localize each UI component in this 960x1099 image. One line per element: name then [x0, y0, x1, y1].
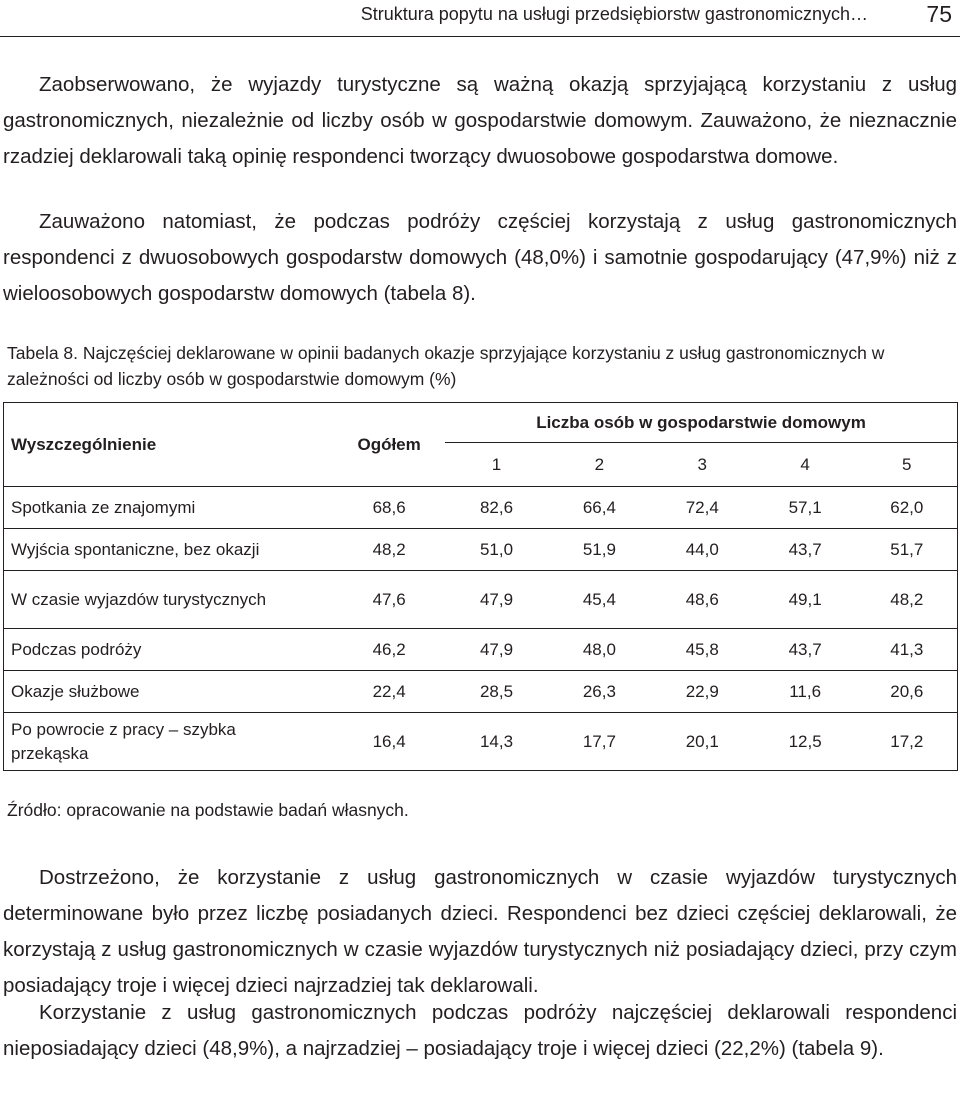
cell-size-5: 51,7: [857, 529, 958, 571]
cell-size-4: 57,1: [754, 487, 857, 529]
cell-size-4: 11,6: [754, 671, 857, 713]
header-size-4: 4: [754, 443, 857, 487]
row-label: Okazje służbowe: [4, 671, 334, 713]
cell-size-2: 17,7: [548, 713, 651, 771]
cell-size-3: 22,9: [651, 671, 754, 713]
table-row: [4, 487, 958, 529]
header-item: Wyszczególnienie: [4, 403, 334, 487]
cell-size-1: 14,3: [445, 713, 548, 771]
cell-size-3: 20,1: [651, 713, 754, 771]
header-size-2: 2: [548, 443, 651, 487]
cell-total: 22,4: [333, 671, 445, 713]
cell-size-2: 66,4: [548, 487, 651, 529]
cell-total: 68,6: [333, 487, 445, 529]
cell-size-1: 51,0: [445, 529, 548, 571]
cell-size-5: 48,2: [857, 571, 958, 629]
header-size-1: 1: [445, 443, 548, 487]
header-size-3: 3: [651, 443, 754, 487]
table-caption: Tabela 8. Najczęściej deklarowane w opinii badanych okazje sprzyjające korzystaniu z usług gastronomicznych w zależności od liczby osób w gospodarstwie domowym (%): [7, 343, 885, 389]
cell-size-2: 48,0: [548, 629, 651, 671]
page-number: 75: [926, 1, 952, 27]
paragraph-4: Korzystanie z usług gastronomicznych podczas podróży najczęściej deklarowali respondenci nieposiadający dzieci (48,9%), a najrzadziej – posiadający troje i więcej dzieci (22,2%) (tabela 9).: [3, 1001, 957, 1060]
cell-size-1: 47,9: [445, 571, 548, 629]
cell-total: 47,6: [333, 571, 445, 629]
running-title: Struktura popytu na usługi przedsiębiorstw gastronomicznych…: [360, 4, 868, 24]
cell-size-5: 41,3: [857, 629, 958, 671]
cell-size-4: 43,7: [754, 529, 857, 571]
header-total: Ogółem: [333, 403, 445, 487]
cell-total: 46,2: [333, 629, 445, 671]
cell-size-4: 43,7: [754, 629, 857, 671]
data-table: [3, 402, 958, 771]
cell-size-1: 82,6: [445, 487, 548, 529]
table-source: Źródło: opracowanie na podstawie badań własnych.: [7, 800, 409, 820]
table-row: [4, 629, 958, 671]
cell-size-2: 45,4: [548, 571, 651, 629]
header-size-5: 5: [857, 443, 958, 487]
cell-size-3: 48,6: [651, 571, 754, 629]
cell-size-5: 17,2: [857, 713, 958, 771]
row-label: Spotkania ze znajomymi: [4, 487, 334, 529]
header-household-size: Liczba osób w gospodarstwie domowym: [445, 403, 957, 443]
cell-size-2: 26,3: [548, 671, 651, 713]
cell-size-5: 20,6: [857, 671, 958, 713]
row-label: Wyjścia spontaniczne, bez okazji: [4, 529, 334, 571]
cell-size-4: 49,1: [754, 571, 857, 629]
table-row: [4, 529, 958, 571]
paragraph-2: Zauważono natomiast, że podczas podróży częściej korzystają z usług gastronomicznych respondenci z dwuosobowych gospodarstw domowych (48,0%) i samotnie gospodarujący (47,9%) niż z wieloosobowych gospodarstw domowych (tabela 8).: [3, 210, 957, 305]
cell-total: 16,4: [333, 713, 445, 771]
page-header: [0, 0, 960, 37]
paragraph-3: Dostrzeżono, że korzystanie z usług gastronomicznych w czasie wyjazdów turystycznych determinowane było przez liczbę posiadanych dzieci. Respondenci bez dzieci częściej deklarowali, że korzystają z usług gastronomicznych w czasie wyjazdów turystycznych niż posiadający dzieci, przy czym posiadający troje i więcej dzieci najrzadziej tak deklarowali.: [3, 866, 957, 997]
cell-size-1: 28,5: [445, 671, 548, 713]
cell-size-4: 12,5: [754, 713, 857, 771]
row-label: Po powrocie z pracy – szybka przekąska: [4, 713, 334, 771]
table-row: [4, 713, 958, 771]
cell-size-1: 47,9: [445, 629, 548, 671]
row-label: W czasie wyjazdów turystycznych: [4, 571, 334, 629]
cell-size-3: 45,8: [651, 629, 754, 671]
cell-total: 48,2: [333, 529, 445, 571]
row-label: Podczas podróży: [4, 629, 334, 671]
cell-size-5: 62,0: [857, 487, 958, 529]
paragraph-1: Zaobserwowano, że wyjazdy turystyczne są ważną okazją sprzyjającą korzystaniu z usług gastronomicznych, niezależnie od liczby osób w gospodarstwie domowym. Zauważono, że nieznacznie rzadziej deklarowali taką opinię respondenci tworzący dwuosobowe gospodarstwa domowe.: [3, 73, 957, 168]
table-row: [4, 671, 958, 713]
cell-size-3: 44,0: [651, 529, 754, 571]
table-row: [4, 571, 958, 629]
cell-size-2: 51,9: [548, 529, 651, 571]
cell-size-3: 72,4: [651, 487, 754, 529]
